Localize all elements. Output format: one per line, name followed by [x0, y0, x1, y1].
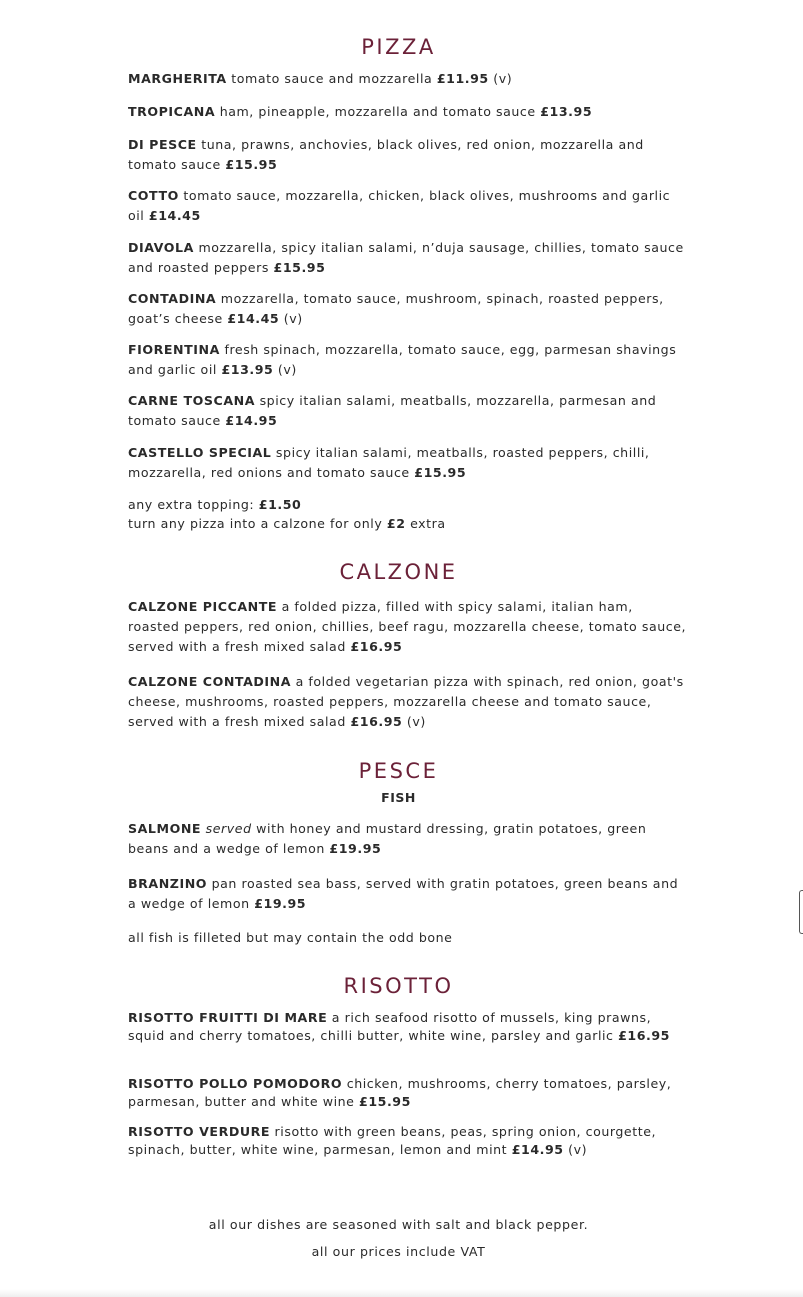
section-title-risotto: RISOTTO	[343, 974, 454, 998]
extra-topping-note	[128, 495, 688, 515]
section-title-pesce: PESCE	[358, 759, 439, 783]
item-desc: mozzarella, spicy italian salami, n’duja sausage, chillies, tomato sauce and roasted peppers	[128, 240, 684, 275]
item-price: £15.95	[225, 157, 278, 172]
item-price: £15.95	[414, 465, 467, 480]
calzone-upgrade-note	[128, 514, 688, 534]
item-price: £14.95	[511, 1141, 564, 1157]
note-price: £1.50	[258, 497, 302, 512]
menu-item-fiorentina	[128, 340, 688, 380]
item-price: £14.45	[148, 208, 201, 223]
note-text: any extra topping:	[128, 497, 259, 512]
menu-item-risotto-fruitti-di-mare	[128, 1009, 688, 1044]
item-price: £13.95	[221, 362, 274, 377]
item-name: CONTADINA	[128, 291, 217, 306]
menu-item-carne-toscana	[128, 391, 688, 431]
item-desc: ham, pineapple, mozzarella and tomato sauce	[215, 104, 541, 119]
menu-item-salmone	[128, 819, 688, 859]
item-price: £16.95	[350, 639, 403, 654]
bottom-edge-shadow	[0, 1289, 803, 1297]
item-name: CARNE TOSCANA	[128, 393, 256, 408]
item-price: £15.95	[273, 260, 326, 275]
item-italic: served	[201, 821, 252, 836]
item-name: CASTELLO SPECIAL	[128, 445, 272, 460]
item-desc: a folded pizza, filled with spicy salami, italian ham, roasted peppers, red onion, chillies, beef ragu, mozzarella cheese, tomato sauce, served with a fresh mixed salad	[128, 599, 687, 654]
item-desc: chicken, mushrooms, cherry tomatoes, parsley, parmesan, butter and white wine	[128, 1076, 672, 1109]
menu-item-branzino	[128, 874, 688, 914]
menu-item-calzone-piccante	[128, 597, 688, 657]
menu-item-risotto-verdure	[128, 1123, 688, 1158]
seasoning-note: all our dishes are seasoned with salt and black pepper.	[208, 1217, 589, 1232]
item-suffix: (v)	[402, 714, 426, 729]
item-desc: risotto with green beans, peas, spring onion, courgette, spinach, butter, white wine, parmesan, lemon and mint	[128, 1124, 657, 1157]
item-price: £19.95	[254, 896, 307, 911]
item-desc: spicy italian salami, meatballs, roasted peppers, chilli, mozzarella, red onions and tomato sauce	[128, 445, 650, 480]
item-name: MARGHERITA	[128, 71, 227, 86]
menu-item-risotto-pollo-pomodoro	[128, 1075, 688, 1110]
section-title-pizza: PIZZA	[361, 35, 436, 59]
menu-item-contadina	[128, 289, 688, 329]
item-price: £13.95	[540, 104, 593, 119]
item-price: £19.95	[329, 841, 382, 856]
item-desc: mozzarella, tomato sauce, mushroom, spinach, roasted peppers, goat’s cheese	[128, 291, 664, 326]
item-suffix: (v)	[488, 71, 513, 86]
menu-item-margherita	[128, 69, 688, 89]
item-desc: pan roasted sea bass, served with gratin potatoes, green beans and a wedge of lemon	[128, 876, 679, 911]
item-desc: fresh spinach, mozzarella, tomato sauce, egg, parmesan shavings and garlic oil	[128, 342, 677, 377]
vat-note: all our prices include VAT	[311, 1244, 486, 1259]
item-name: RISOTTO POLLO POMODORO	[128, 1076, 343, 1091]
item-desc: a folded vegetarian pizza with spinach, red onion, goat's cheese, mushrooms, roasted peppers, mozzarella cheese and tomato sauce, served with a fresh mixed salad	[128, 674, 684, 729]
item-suffix: (v)	[273, 362, 297, 377]
item-desc: tuna, prawns, anchovies, black olives, red onion, mozzarella and tomato sauce	[128, 137, 644, 172]
item-price: £16.95	[350, 714, 403, 729]
item-name: BRANZINO	[128, 876, 208, 891]
item-desc: with honey and mustard dressing, gratin potatoes, green beans and a wedge of lemon	[128, 821, 647, 856]
item-desc: tomato sauce and mozzarella	[226, 71, 437, 86]
menu-item-castello-special	[128, 443, 688, 483]
item-name: SALMONE	[128, 821, 202, 836]
item-name: CALZONE CONTADINA	[128, 674, 292, 689]
item-price: £14.95	[225, 413, 278, 428]
item-desc: a rich seafood risotto of mussels, king prawns, squid and cherry tomatoes, chilli butter, white wine, parsley and garlic	[128, 1010, 652, 1043]
item-price: £11.95	[436, 71, 489, 86]
item-name: RISOTTO FRUITTI DI MARE	[128, 1010, 328, 1025]
menu-item-diavola	[128, 238, 688, 278]
section-title-calzone: CALZONE	[339, 560, 458, 584]
note-text: turn any pizza into a calzone for only	[128, 516, 387, 531]
item-price: £16.95	[618, 1027, 670, 1043]
fish-bone-note: all fish is filleted but may contain the odd bone	[128, 930, 453, 945]
section-subtitle-fish: FISH	[381, 790, 416, 805]
menu-item-cotto	[128, 186, 688, 226]
item-desc: tomato sauce, mozzarella, chicken, black olives, mushrooms and garlic oil	[128, 188, 671, 223]
item-name: FIORENTINA	[128, 342, 220, 357]
side-scroll-handle[interactable]	[799, 890, 803, 934]
item-desc: spicy italian salami, meatballs, mozzarella, parmesan and tomato sauce	[128, 393, 657, 428]
item-name: COTTO	[128, 188, 179, 203]
item-suffix: (v)	[563, 1141, 588, 1157]
item-name: DI PESCE	[128, 137, 197, 152]
item-price: £14.45	[227, 311, 280, 326]
menu-item-calzone-contadina	[128, 672, 688, 732]
item-name: RISOTTO VERDURE	[128, 1124, 270, 1139]
note-price: £2	[386, 516, 406, 531]
item-price: £15.95	[359, 1093, 411, 1109]
item-suffix: (v)	[279, 311, 303, 326]
item-name: TROPICANA	[128, 104, 216, 119]
item-name: CALZONE PICCANTE	[128, 599, 278, 614]
menu-item-di-pesce	[128, 135, 688, 175]
note-suffix: extra	[405, 516, 446, 531]
item-name: DIAVOLA	[128, 240, 194, 255]
menu-item-tropicana	[128, 102, 688, 122]
